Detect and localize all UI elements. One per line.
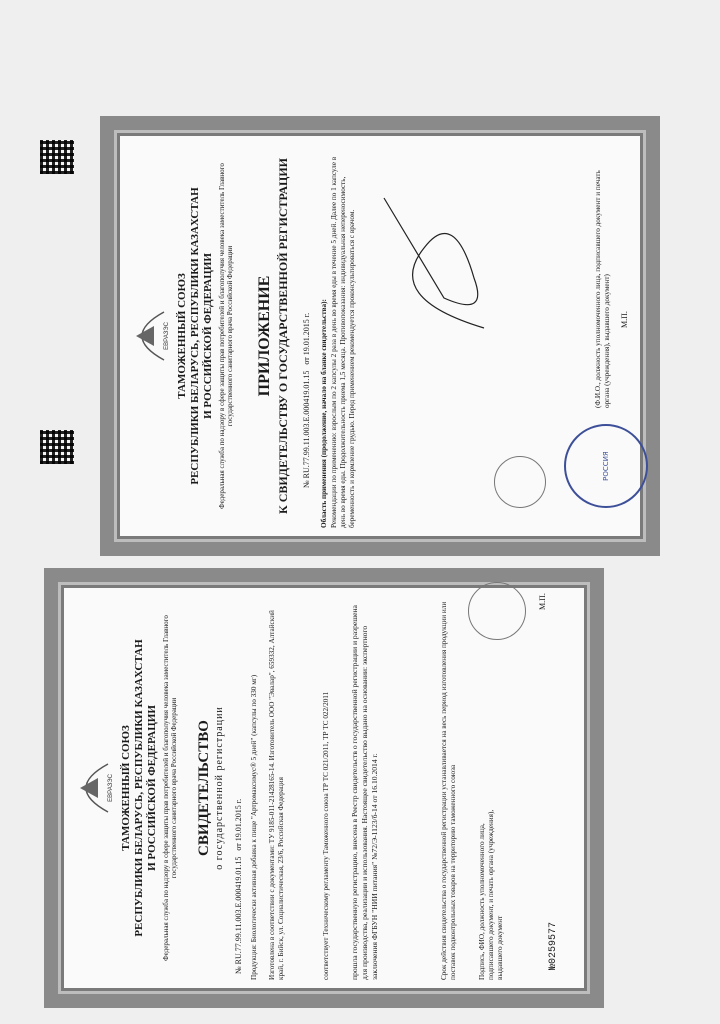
signer-caption: Подпись, ФИО, должность уполномоченного лица, подписавшего документ, и печать органа (учреждения), выдавшего документ <box>478 809 504 980</box>
body-text: прошла государственную регистрацию, внесена в Реестр свидетельств о государственной регистрации и разрешена для производства, реализации и использования. Настоящее свидетельство выдано на основании: экспертного заключения ФГБУН "НИИ питания" №72/Э-1123/б-14 от 16.10.2014 г. <box>350 605 379 980</box>
eurasec-logo <box>68 760 114 816</box>
org-line-2: РЕСПУБЛИКИ БЕЛАРУСЬ, РЕСПУБЛИКИ КАЗАХСТАН <box>189 187 201 485</box>
org-line-2: РЕСПУБЛИКИ БЕЛАРУСЬ, РЕСПУБЛИКИ КАЗАХСТАН <box>133 639 145 937</box>
emblem-seal <box>494 456 546 508</box>
scope-heading: Область применения (продолжение, начало на бланке свидетельства): <box>320 299 328 528</box>
number-label: № <box>234 966 243 974</box>
blue-stamp: РОССИЯ <box>564 424 648 508</box>
certificate-document <box>44 568 604 1008</box>
logo-text: ЕВРАЗЭС <box>164 322 170 350</box>
date-label: от <box>302 357 311 365</box>
org-line-3: И РОССИЙСКОЙ ФЕДЕРАЦИИ <box>146 705 158 871</box>
signer-caption: (Ф.И.О., должность уполномоченного лица, подписавшего документ и печать органа (учреждения), выдавшего документ) <box>594 170 611 408</box>
registration-line <box>234 799 243 974</box>
org-line-1: ТАМОЖЕННЫЙ СОЮЗ <box>176 273 188 399</box>
scope-text: Рекомендации по применению: взрослым по 2 капсулы 2 раза в день во время еды в течение 5 дней. Далее по 1 капсуле в день во время еды. Продолжительность приема 1,5 месяца. Противопоказания: индивидуальная непереносимость, беременность и кормление грудью. Перед применением рекомендуется проконсультироваться с врачом. <box>330 156 356 528</box>
mp-label: М.П. <box>538 593 547 610</box>
signature-scribble <box>364 178 504 338</box>
product-text: Продукция: Биологически активная добавка к пище "Артромаксимус® 5 дней" (капсулы по 330 мг) <box>250 674 258 980</box>
issuing-authority: Федеральная служба по надзору в сфере защиты прав потребителей и благополучия человека заместитель Главного государственного санитарного врача Российской Федерации <box>162 615 178 961</box>
registration-date: 19.01.2015 г. <box>234 798 243 842</box>
appendix-subtitle: К СВИДЕТЕЛЬСТВУ О ГОСУДАРСТВЕННОЙ РЕГИСТРАЦИИ <box>276 158 290 514</box>
manufacturer-text: Изготовлена в соответствии с документами: ТУ 9185-011-21428165-14. Изготовитель ООО "Эвалар", 659332, Алтайский край, г. Бийск, ул. Социалистическая, 23/6, Российская Федерация <box>268 610 285 980</box>
org-line-3: И РОССИЙСКОЙ ФЕДЕРАЦИИ <box>202 253 214 419</box>
date-label: от <box>234 843 243 851</box>
registration-date: 19.01.2015 г. <box>302 312 311 356</box>
eurasec-logo <box>124 308 170 364</box>
certificate-title: СВИДЕТЕЛЬСТВО <box>196 720 212 856</box>
serial-number: №0259577 <box>548 921 559 970</box>
emblem-seal <box>468 582 526 640</box>
issuing-authority: Федеральная служба по надзору в сфере защиты прав потребителей и благополучия человека заместитель Главного государственного санитарного врача Российской Федерации <box>218 163 234 509</box>
registration-number: RU.77.99.11.003.E.000419.01.15 <box>234 856 243 965</box>
validity-text: Срок действия свидетельства о государственной регистрации устанавливается на весь период изготовления продукции или поставок подконтрольных товаров на территорию таможенного союза <box>440 601 457 980</box>
qr-code <box>40 430 74 464</box>
certificate-subtitle: о государственной регистрации <box>214 706 225 870</box>
header <box>120 596 159 980</box>
logo-text: ЕВРАЗЭС <box>108 774 114 802</box>
regulation-text: соответствует Техническому регламенту Таможенного союза ТР ТС 021/2011, ТР ТС 022/2011 <box>322 691 330 980</box>
registration-number: RU.77.99.11.003.E.000419.01.15 <box>302 370 311 479</box>
registration-line <box>302 313 311 488</box>
mp-label: М.П. <box>620 311 629 328</box>
org-line-1: ТАМОЖЕННЫЙ СОЮЗ <box>120 725 132 851</box>
qr-code <box>40 140 74 174</box>
header <box>176 144 215 528</box>
appendix-document <box>100 116 660 556</box>
number-label: № <box>302 480 311 488</box>
appendix-title: ПРИЛОЖЕНИЕ <box>256 275 273 397</box>
